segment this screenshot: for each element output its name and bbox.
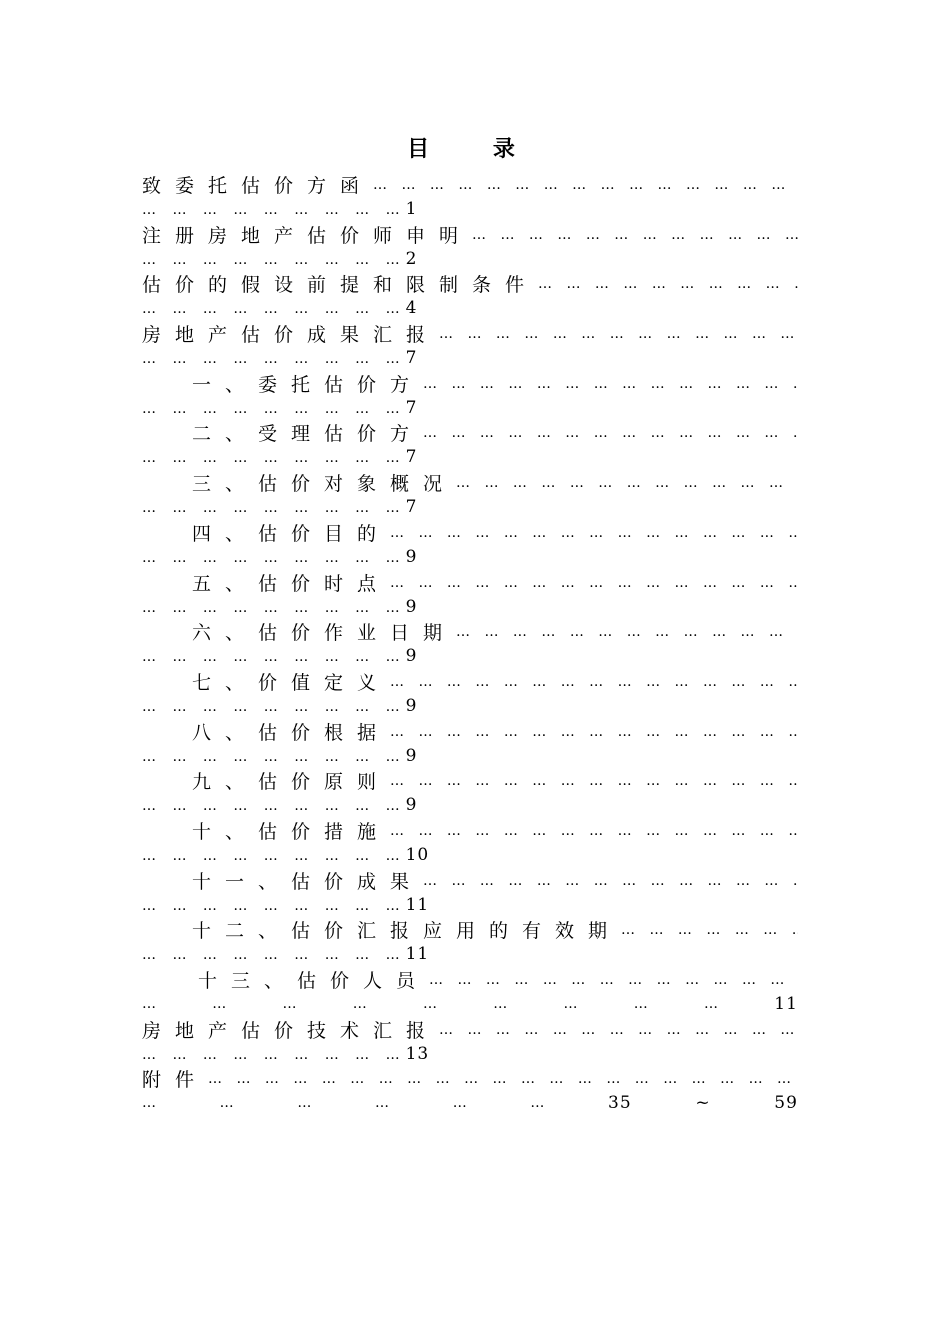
toc-entry-label: 七、价值定义: [192, 671, 391, 694]
table-of-contents: [142, 172, 798, 1116]
toc-leader: [390, 520, 798, 548]
toc-leader: [142, 947, 406, 963]
toc-leader: [142, 600, 406, 616]
toc-entry-page-start: 35: [608, 1093, 632, 1114]
toc-leader: [142, 848, 406, 864]
toc-leader: [439, 1017, 798, 1045]
toc-leader: [429, 967, 798, 995]
toc-leader: [390, 669, 798, 697]
toc-entry-page-separator: ~: [695, 1093, 711, 1114]
toc-entry[interactable]: [142, 420, 798, 470]
toc-entry-label: 附件: [142, 1069, 209, 1092]
toc-entry-page: 7: [405, 348, 418, 369]
toc-entry[interactable]: [142, 520, 798, 570]
toc-leader-dot: …: [282, 996, 297, 1012]
toc-leader-dot: …: [704, 996, 718, 1012]
toc-entry-page: 11: [774, 994, 798, 1014]
toc-leader: [390, 719, 798, 747]
toc-leader: [472, 222, 798, 250]
toc-leader: [423, 371, 798, 399]
toc-entry-label: 十一、估价成果: [192, 870, 424, 893]
toc-entry[interactable]: [142, 570, 798, 620]
toc-leader: [208, 1066, 798, 1094]
toc-entry-page: 4: [405, 298, 418, 319]
toc-leader-dot: …: [633, 996, 648, 1012]
toc-entry-page: 9: [405, 745, 418, 766]
toc-entry[interactable]: [142, 470, 798, 520]
toc-entry-page: 9: [405, 546, 418, 567]
toc-leader-dot: …: [530, 1095, 545, 1112]
toc-entry-page: 7: [405, 397, 418, 418]
toc-entry[interactable]: [142, 172, 798, 222]
toc-leader-dot: …: [493, 996, 508, 1012]
toc-entry-label: 一、委托估价方: [192, 373, 424, 396]
toc-entry-label: 估价的假设前提和限制条件: [142, 274, 539, 297]
toc-entry-page-end: 59: [774, 1093, 798, 1114]
toc-entry-page: 13: [405, 1043, 430, 1064]
toc-entry[interactable]: [142, 1017, 798, 1067]
toc-leader: [142, 550, 406, 566]
toc-entry-label: 致委托估价方函: [142, 175, 374, 197]
toc-leader: [142, 301, 406, 317]
toc-entry-label: 十、估价措施: [192, 820, 391, 843]
toc-entry-page: 1: [405, 199, 418, 219]
toc-leader: [142, 749, 406, 765]
toc-entry-page: 11: [405, 944, 430, 965]
toc-entry[interactable]: [142, 619, 798, 669]
toc-entry[interactable]: [142, 321, 798, 371]
toc-entry[interactable]: [142, 222, 798, 272]
toc-entry-page: 11: [405, 894, 430, 915]
toc-entry-label: 五、估价时点: [192, 572, 391, 595]
toc-entry-label: 注册房地产估价师申明: [142, 224, 473, 247]
toc-entry[interactable]: [142, 917, 798, 967]
toc-leader-dot: …: [352, 996, 367, 1012]
toc-entry[interactable]: [142, 271, 798, 321]
toc-leader: [390, 818, 798, 846]
toc-entry-label: 三、估价对象概况: [192, 473, 457, 496]
toc-leader: [621, 917, 798, 945]
toc-leader: [142, 252, 406, 268]
toc-leader: [142, 450, 406, 466]
toc-leader: [142, 898, 406, 914]
toc-leader: [390, 768, 798, 796]
toc-leader: [456, 619, 798, 647]
toc-entry[interactable]: [142, 719, 798, 769]
toc-entry[interactable]: [142, 868, 798, 918]
toc-entry[interactable]: [142, 1066, 798, 1116]
toc-entry-page: 10: [405, 844, 430, 865]
toc-entry-page: 9: [405, 596, 418, 617]
toc-leader: [456, 470, 798, 498]
toc-leader: [142, 1047, 406, 1063]
toc-entry-label: 六、估价作业日期: [192, 622, 457, 645]
toc-leader-dot: …: [297, 1095, 312, 1112]
toc-leader-dot: …: [375, 1095, 390, 1112]
toc-leader: [142, 649, 406, 665]
toc-entry-label: 房地产估价成果汇报: [142, 324, 440, 347]
toc-leader: [538, 271, 798, 299]
toc-leader-dot: …: [563, 996, 578, 1012]
toc-leader: [423, 868, 798, 896]
toc-leader: [142, 202, 406, 218]
toc-entry-page: 9: [405, 646, 418, 667]
toc-leader-dot: …: [142, 1095, 156, 1112]
toc-leader: [373, 172, 798, 200]
toc-leader: [390, 570, 798, 598]
toc-entry-label: 房地产估价技术汇报: [142, 1019, 440, 1042]
toc-entry[interactable]: [142, 768, 798, 818]
toc-entry-label: 九、估价原则: [192, 771, 391, 794]
toc-entry-label: 十三、估价人员: [198, 970, 430, 992]
toc-leader-dot: …: [423, 996, 437, 1012]
toc-leader: [423, 420, 798, 448]
toc-entry-label: 四、估价目的: [192, 522, 391, 545]
toc-entry-label: 二、受理估价方: [192, 423, 424, 446]
toc-entry-page: 9: [405, 695, 418, 716]
toc-entry-page: 9: [405, 795, 418, 816]
toc-entry-page: 2: [405, 248, 418, 269]
toc-leader-dot: …: [212, 996, 227, 1012]
toc-entry-label: 十二、估价汇报应用的有效期: [192, 920, 622, 943]
toc-entry-page: 7: [405, 497, 418, 518]
toc-leader-dot: …: [142, 996, 156, 1012]
toc-title: 目 录: [407, 136, 543, 162]
toc-leader-dot: …: [452, 1095, 467, 1112]
toc-leader: [439, 321, 798, 349]
toc-entry-label: 八、估价根据: [192, 721, 391, 744]
toc-leader-dot: …: [219, 1095, 234, 1112]
toc-entry[interactable]: [142, 967, 798, 1017]
toc-leader: [142, 351, 406, 367]
toc-leader: [142, 798, 406, 814]
toc-entry[interactable]: [142, 669, 798, 719]
toc-leader: [142, 500, 406, 516]
toc-leader: [142, 699, 406, 715]
toc-leader: [142, 401, 406, 417]
toc-entry-page: 7: [405, 447, 418, 468]
toc-entry[interactable]: [142, 818, 798, 868]
toc-entry[interactable]: [142, 371, 798, 421]
